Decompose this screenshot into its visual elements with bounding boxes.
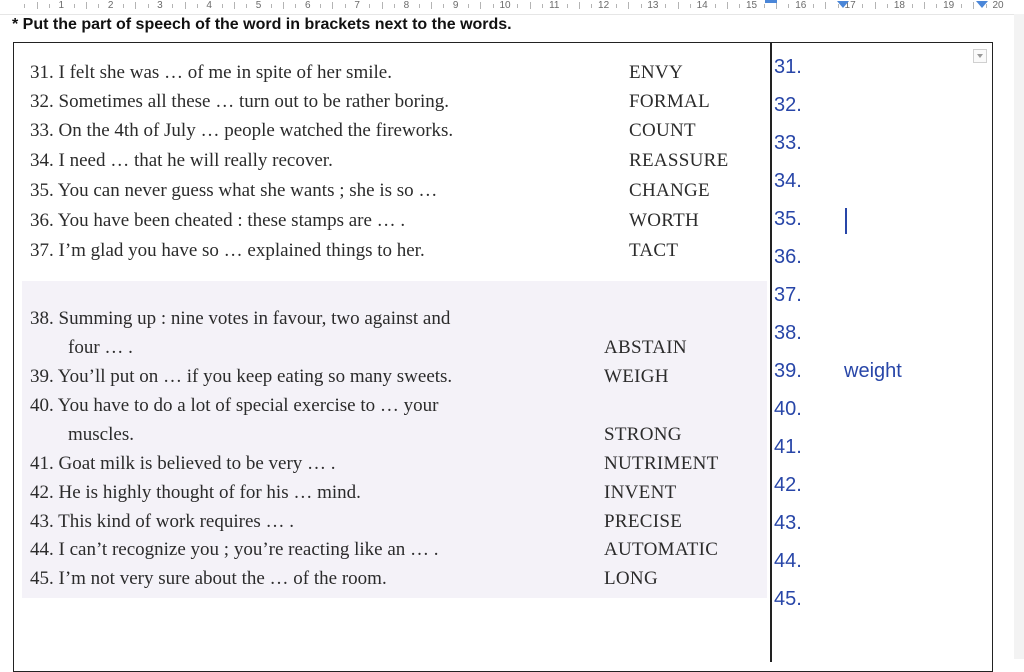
exercise-line-40: 40. You have to do a lot of special exercise to … your	[30, 395, 439, 416]
ruler-tick	[271, 4, 272, 8]
answer-37[interactable]: 37.	[774, 284, 802, 306]
ruler-tick	[567, 4, 568, 8]
exercise-line-35: 35. You can never guess what she wants ; she is so …	[30, 180, 438, 201]
ruler-tick	[678, 2, 679, 9]
ruler-tick	[517, 4, 518, 8]
horizontal-ruler[interactable]	[0, 0, 1024, 15]
answer-32[interactable]: 32.	[774, 94, 802, 116]
ruler-tick	[961, 4, 962, 8]
ruler-tick	[283, 2, 284, 9]
ruler-number: 19	[943, 0, 955, 11]
exercise-line-42: 42. He is highly thought of for his … mind.	[30, 482, 361, 503]
ruler-right-indent-marker-icon[interactable]	[976, 1, 988, 8]
exercise-line-39: 39. You’ll put on … if you keep eating so many sweets.	[30, 366, 453, 387]
exercise-line-43: 43. This kind of work requires … .	[30, 511, 295, 532]
answer-34[interactable]: 34.	[774, 170, 802, 192]
word-41: NUTRIMENT	[604, 453, 719, 474]
ruler-tick	[887, 4, 888, 8]
answer-35[interactable]: 35.	[774, 208, 802, 230]
text-cursor	[845, 208, 847, 234]
ruler-number: 16	[795, 0, 807, 11]
ruler-tick	[98, 4, 99, 8]
word-42: INVENT	[604, 482, 677, 503]
ruler-tick	[24, 4, 25, 8]
word-40: STRONG	[604, 424, 682, 445]
ruler-tick	[246, 4, 247, 8]
answer-31[interactable]: 31.	[774, 56, 802, 78]
answer-43[interactable]: 43.	[774, 512, 802, 534]
ruler-tick	[727, 2, 728, 9]
ruler-number: 20	[992, 0, 1004, 11]
ruler-tick	[123, 4, 124, 8]
ruler-tick	[912, 4, 913, 8]
answer-42[interactable]: 42.	[774, 474, 802, 496]
ruler-tick	[813, 4, 814, 8]
answer-column[interactable]	[774, 56, 984, 616]
exercise-line-31: 31. I felt she was … of me in spite of her smile.	[30, 62, 392, 83]
word-45: LONG	[604, 568, 658, 589]
ruler-tick	[936, 4, 937, 8]
ruler-tick	[493, 4, 494, 8]
answer-44[interactable]: 44.	[774, 550, 802, 572]
ruler-tick	[148, 4, 149, 8]
ruler-number: 10	[499, 0, 511, 11]
ruler-tick	[419, 4, 420, 8]
ruler-tick	[973, 2, 974, 9]
table-column-divider	[770, 42, 772, 662]
ruler-number: 3	[157, 0, 163, 11]
ruler-tick	[37, 2, 38, 9]
ruler-tick	[628, 2, 629, 9]
exercise-line-44: 44. I can’t recognize you ; you’re reacting like an … .	[30, 539, 439, 560]
word-39: WEIGH	[604, 366, 669, 387]
ruler-number: 7	[354, 0, 360, 11]
word-34: REASSURE	[629, 150, 729, 171]
answer-39-value[interactable]: weight	[844, 360, 902, 382]
cell-dropdown-icon[interactable]	[973, 49, 987, 63]
answer-39[interactable]: 39.	[774, 360, 802, 382]
ruler-tick	[185, 2, 186, 9]
ruler-tick	[295, 4, 296, 8]
ruler-tick	[924, 2, 925, 9]
ruler-tick	[394, 4, 395, 8]
exercise-line-38-cont: four … .	[68, 337, 133, 358]
exercise-line-45: 45. I’m not very sure about the … of the room.	[30, 568, 387, 589]
word-33: COUNT	[629, 120, 696, 141]
ruler-number: 14	[696, 0, 708, 11]
ruler-number: 15	[745, 0, 758, 11]
ruler-tick	[443, 4, 444, 8]
ruler-column-marker-icon[interactable]	[765, 0, 777, 3]
ruler-number: 2	[107, 0, 114, 11]
ruler-tick	[135, 2, 136, 9]
word-44: AUTOMATIC	[604, 539, 719, 560]
exercise-line-37: 37. I’m glad you have so … explained things to her.	[30, 240, 425, 261]
ruler-tick	[739, 4, 740, 8]
exercise-scan-image	[22, 48, 767, 598]
ruler-tick	[690, 4, 691, 8]
ruler-tick	[222, 4, 223, 8]
answer-33[interactable]: 33.	[774, 132, 802, 154]
ruler-tick	[591, 4, 592, 8]
answer-41[interactable]: 41.	[774, 436, 802, 458]
ruler-tick	[715, 4, 716, 8]
ruler-tick	[542, 4, 543, 8]
ruler-tick	[862, 4, 863, 8]
word-31: ENVY	[629, 62, 683, 83]
vertical-scrollbar[interactable]	[1014, 14, 1024, 659]
ruler-tick	[665, 4, 666, 8]
ruler-tick	[49, 4, 50, 8]
answer-45[interactable]: 45.	[774, 588, 802, 610]
ruler-tick	[875, 2, 876, 9]
ruler-number: 13	[647, 0, 659, 11]
ruler-tick	[197, 4, 198, 8]
word-36: WORTH	[629, 210, 700, 231]
ruler-tick	[825, 2, 826, 9]
ruler-tick	[776, 2, 777, 9]
answer-36[interactable]: 36.	[774, 246, 802, 268]
exercise-line-32: 32. Sometimes all these … turn out to be rather boring.	[30, 91, 449, 112]
ruler-tick	[468, 4, 469, 8]
ruler-tick	[234, 2, 235, 9]
word-37: TACT	[629, 240, 679, 261]
word-32: FORMAL	[629, 91, 710, 112]
ruler-number: 8	[403, 0, 410, 11]
ruler-number: 18	[893, 0, 905, 11]
ruler-tick	[641, 4, 642, 8]
answer-40[interactable]: 40.	[774, 398, 802, 420]
answer-38[interactable]: 38.	[774, 322, 802, 344]
ruler-tick	[86, 2, 87, 9]
ruler-tick	[320, 4, 321, 8]
ruler-number: 6	[305, 0, 311, 11]
ruler-tick	[74, 4, 75, 8]
ruler-tick	[616, 4, 617, 8]
word-43: PRECISE	[604, 511, 683, 532]
ruler-number: 17	[844, 0, 856, 11]
ruler-number: 1	[58, 0, 65, 11]
exercise-line-40-cont: muscles.	[68, 424, 134, 445]
ruler-indent-marker-icon[interactable]	[837, 1, 849, 8]
ruler-tick	[431, 2, 432, 9]
ruler-tick	[764, 4, 765, 8]
ruler-number: 12	[598, 0, 610, 11]
exercise-line-41: 41. Goat milk is believed to be very … .	[30, 453, 336, 474]
exercise-line-34: 34. I need … that he will really recover.	[30, 150, 333, 171]
word-38: ABSTAIN	[604, 337, 687, 358]
ruler-tick	[345, 4, 346, 8]
ruler-number: 4	[206, 0, 212, 11]
ruler-number: 9	[452, 0, 459, 11]
ruler-tick	[480, 2, 481, 9]
exercise-line-33: 33. On the 4th of July … people watched the fireworks.	[30, 120, 454, 141]
exercise-line-38: 38. Summing up : nine votes in favour, two against and	[30, 308, 451, 329]
ruler-tick	[788, 4, 789, 8]
ruler-tick	[530, 2, 531, 9]
exercise-line-36: 36. You have been cheated : these stamps are … .	[30, 210, 406, 231]
ruler-tick	[382, 2, 383, 9]
ruler-number: 5	[255, 0, 262, 11]
ruler-number: 11	[549, 0, 560, 11]
instruction-text: * Put the part of speech of the word in brackets next to the words.	[12, 16, 512, 33]
ruler-tick	[332, 2, 333, 9]
ruler-tick	[579, 2, 580, 9]
word-35: CHANGE	[629, 180, 710, 201]
ruler-tick	[369, 4, 370, 8]
ruler-tick	[172, 4, 173, 8]
